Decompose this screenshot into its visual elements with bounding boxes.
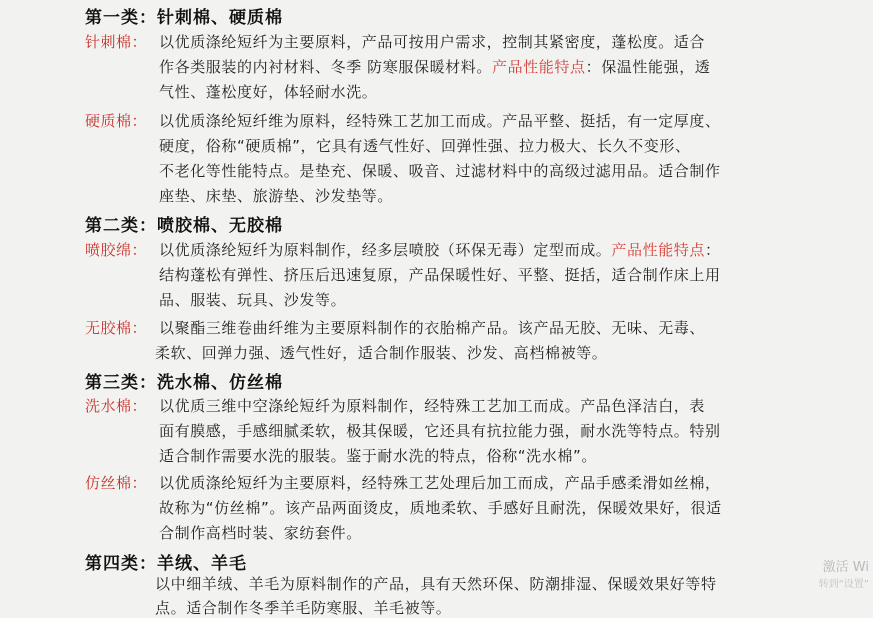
highlight-performance: 产品性能特点 bbox=[491, 58, 586, 76]
entry-line: 故称为“仿丝棉”。该产品两面烫皮，质地柔软、手感好且耐洗，保暖效果好，很适 bbox=[159, 499, 722, 517]
term-hard-cotton: 硬质棉： bbox=[85, 112, 148, 130]
activation-watermark: 激活 Wi bbox=[822, 560, 869, 575]
entry-line: 座垫、床垫、旅游垫、沙发垫等。 bbox=[159, 187, 394, 205]
entry-line-text: 以优质涤纶短纤为原料制作，经多层喷胶（环保无毒）定型而成。 bbox=[159, 241, 612, 259]
entry-line: 点。适合制作冬季羊毛防寒服、羊毛被等。 bbox=[155, 599, 452, 617]
section-heading-3: 第三类：洗水棉、仿丝棉 bbox=[85, 373, 283, 393]
term-washable-cotton: 洗水棉： bbox=[85, 397, 148, 415]
highlight-performance: 产品性能特点 bbox=[611, 241, 706, 259]
entry-line: 结构蓬松有弹性、挤压后迅速复原，产品保暖性好、平整、挺括，适合制作床上用 bbox=[159, 266, 721, 284]
entry-line: 以中细羊绒、羊毛为原料制作的产品，具有天然环保、防潮排湿、保暖效果好等特 bbox=[155, 575, 717, 593]
term-spray-glue-cotton: 喷胶绵： bbox=[85, 241, 148, 259]
term-silk-like-cotton: 仿丝棉： bbox=[85, 474, 148, 492]
entry-line: 面有膜感，手感细腻柔软，极其保暖，它还具有抗拉能力强，耐水洗等特点。特别 bbox=[159, 422, 721, 440]
activation-watermark-sub: 转到“设置” bbox=[818, 579, 869, 590]
entry-line-text: 作各类服装的内衬材料、冬季 防寒服保暖材料。 bbox=[159, 58, 492, 76]
entry-line: 以优质涤纶短纤为主要原料，产品可按用户需求，控制其紧密度，蓬松度。适合 bbox=[159, 33, 706, 51]
entry-line: 不老化等性能特点。是垫充、保暖、吸音、过滤材料中的高级过滤用品。适合制作 bbox=[159, 162, 721, 180]
entry-line-text: ： bbox=[705, 241, 721, 259]
entry-line bbox=[159, 239, 721, 260]
entry-line: 气性、蓬松度好，体轻耐水洗。 bbox=[159, 83, 378, 101]
entry-line: 以聚酯三维卷曲纤维为主要原料制作的衣胎棉产品。该产品无胶、无味、无毒、 bbox=[159, 319, 706, 337]
term-glue-free-cotton: 无胶棉： bbox=[85, 319, 148, 337]
entry-line: 品、服装、玩具、沙发等。 bbox=[159, 291, 347, 309]
entry-line: 以优质涤纶短纤维为原料，经特殊工艺加工而成。产品平整、挺括，有一定厚度、 bbox=[159, 112, 721, 130]
section-heading-4: 第四类：羊绒、羊毛 bbox=[85, 554, 247, 574]
section-heading-1: 第一类：针刺棉、硬质棉 bbox=[85, 8, 283, 28]
entry-line-text: ：保温性能强，透 bbox=[585, 58, 711, 76]
entry-line bbox=[159, 56, 710, 77]
entry-line: 硬度，俗称“硬质棉”，它具有透气性好、回弹性强、拉力极大、长久不变形、 bbox=[159, 137, 691, 155]
entry-line: 柔软、回弹力强、透气性好，适合制作服装、沙发、高档棉被等。 bbox=[155, 344, 608, 362]
entry-line: 合制作高档时装、家纺套件。 bbox=[159, 524, 362, 542]
term-needle-cotton: 针刺棉： bbox=[85, 33, 148, 51]
entry-line: 以优质三维中空涤纶短纤为原料制作，经特殊工艺加工而成。产品色泽洁白，表 bbox=[159, 397, 706, 415]
section-heading-2: 第二类：喷胶棉、无胶棉 bbox=[85, 216, 283, 236]
entry-line: 适合制作需要水洗的服装。鉴于耐水洗的特点，俗称“洗水棉”。 bbox=[159, 447, 597, 465]
entry-line: 以优质涤纶短纤为主要原料，经特殊工艺处理后加工而成，产品手感柔滑如丝棉， bbox=[159, 474, 721, 492]
